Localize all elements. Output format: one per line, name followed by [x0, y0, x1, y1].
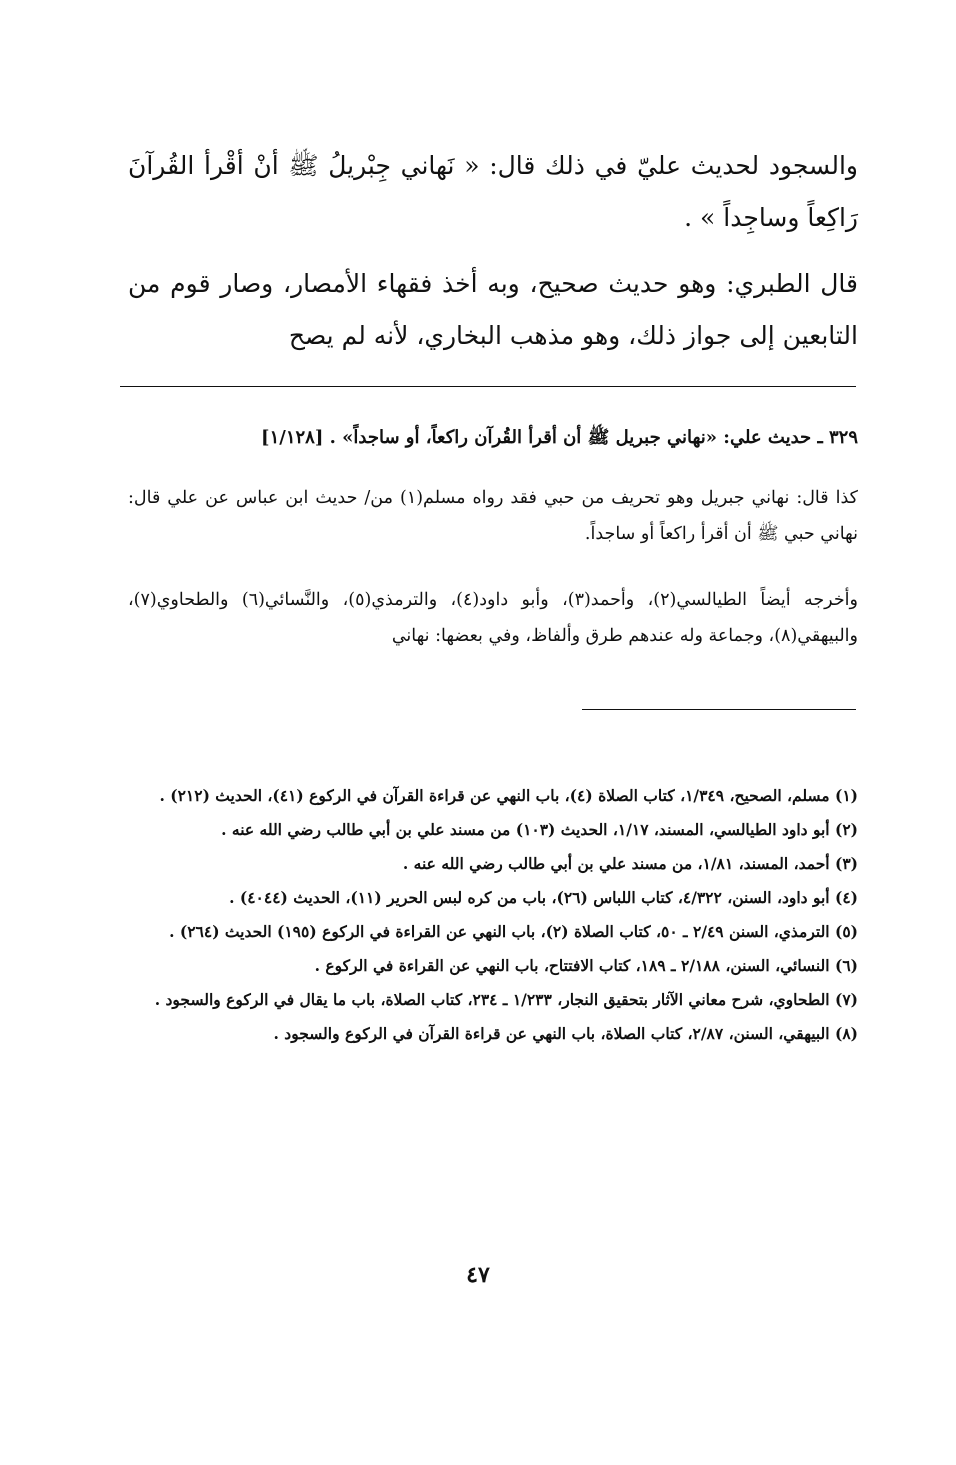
footnote-1: (١) مسلم، الصحيح، ١/٣٤٩، كتاب الصلاة (٤)، باب النهي عن قراءة القرآن في الركوع (٤١)، الحديث (٢١٢) .: [159, 786, 858, 805]
footnote-4: (٤) أبو داود، السنن، ٤/٣٢٢، كتاب اللباس (٢٦)، باب من كره لبس الحرير (١١)، الحديث (٤٠٤٤) .: [229, 888, 858, 907]
footnote-2: (٢) أبو داود الطيالسي، المسند، ١/١٧، الحديث (١٠٣) من مسند علي بن أبي طالب رضي الله عنه .: [221, 820, 858, 839]
main-divider: [120, 386, 856, 387]
footnote-6: (٦) النسائي، السنن، ٢/١٨٨ ـ ١٨٩، كتاب الافتتاح، باب النهي عن القراءة في الركوع .: [314, 956, 858, 975]
page-number: ٤٧: [466, 1262, 490, 1288]
footnote-8: (٨) البيهقي، السنن، ٢/٨٧، كتاب الصلاة، باب النهي عن قراءة القرآن في الركوع والسجود .: [273, 1024, 858, 1043]
commentary-heading: ٣٢٩ ـ حديث علي: «نهاني جبريل ﷺ أن أقرأ القُرآن راكعاً، أو ساجداً» . [١/١٢٨]: [261, 427, 858, 448]
commentary-paragraph-1: كذا قال: نهاني جبريل وهو تحريف من حبي فقد رواه مسلم(١) من/ حديث ابن عباس عن علي قال: نهاني حبي ﷺ أن أقرأ راكعاً أو ساجداً.: [128, 488, 858, 544]
main-paragraph-2: قال الطبري: وهو حديث صحيح، وبه أخذ فقهاء الأمصار، وصار قوم من التابعين إلى جواز ذلك، وهو مذهب البخاري، لأنه لم يصح: [128, 269, 858, 350]
footnotes: [128, 780, 858, 1052]
footnote-5: (٥) الترمذي، السنن ٢/٤٩ ـ ٥٠، كتاب الصلاة (٢)، باب النهي عن القراءة في الركوع (١٩٥) الحديث (٢٦٤) .: [169, 922, 858, 941]
footnote-3: (٣) أحمد، المسند، ١/٨١، من مسند علي بن أبي طالب رضي الله عنه .: [402, 854, 858, 873]
main-paragraph-1: والسجود لحديث عليّ في ذلك قال: « نَهاني جِبْريلُ ﷺ أنْ أقْرأ القُرآنَ رَاكِعاً وساجِداً » .: [128, 151, 858, 232]
footnote-7: (٧) الطحاوي، شرح معاني الآثار بتحقيق النجار، ١/٢٣٣ ـ ٢٣٤، كتاب الصلاة، باب ما يقال في الركوع والسجود .: [154, 990, 858, 1009]
commentary-paragraph-2: وأخرجه أيضاً الطيالسي(٢)، وأحمد(٣)، وأبو داود(٤)، والترمذي(٥)، والنَّسائي(٦) والطحاوي(٧)، والبيهقي(٨)، وجماعة وله عندهم طرق وألفاظ، وفي بعضها: نهاني: [128, 590, 858, 646]
footnote-divider: [582, 709, 856, 710]
